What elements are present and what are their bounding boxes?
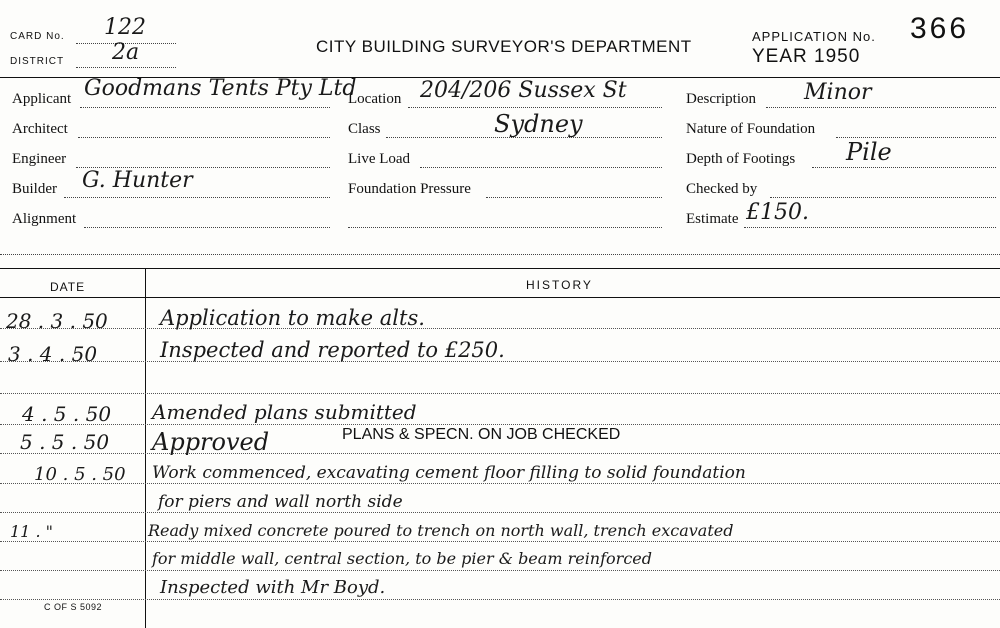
applicant-line: [80, 107, 330, 108]
foundation-pressure-label: Foundation Pressure: [348, 181, 471, 197]
history-date: 5 . 5 . 50: [20, 430, 110, 454]
history-rule-line: [0, 328, 1000, 329]
depth-of-footings-value: Pile: [846, 138, 892, 166]
architect-line: [78, 137, 330, 138]
live-load-line: [420, 167, 662, 168]
live-load-label: Live Load: [348, 151, 411, 167]
alignment-label: Alignment: [12, 211, 77, 227]
department-title: CITY BUILDING SURVEYOR'S DEPARTMENT: [316, 37, 692, 56]
nature-of-foundation-label: Nature of Foundation: [686, 121, 816, 137]
applicant-value: Goodmans Tents Pty Ltd: [84, 76, 357, 101]
foundation-pressure-line: [486, 197, 662, 198]
history-date: 3 . 4 . 50: [8, 342, 98, 366]
form-code: C OF S 5092: [44, 602, 103, 612]
district-line: [76, 67, 176, 68]
description-value: Minor: [804, 80, 872, 105]
history-date: 10 . 5 . 50: [34, 464, 126, 485]
plans-checked-stamp: PLANS & SPECN. ON JOB CHECKED: [342, 426, 621, 443]
card-no-value: 122: [104, 15, 146, 40]
year-label: YEAR 1950: [752, 46, 861, 67]
history-text: Work commenced, excavating cement floor filling to solid foundation: [152, 463, 746, 483]
location-value: 204/206 Sussex St: [420, 78, 627, 103]
history-date: 11 . ": [10, 522, 53, 541]
location-line: [408, 107, 662, 108]
history-rule-line: [0, 483, 1000, 484]
builder-value: G. Hunter: [82, 168, 193, 193]
alignment-line: [84, 227, 330, 228]
architect-label: Architect: [12, 121, 68, 137]
history-text: Inspected with Mr Boyd.: [160, 577, 386, 598]
history-rule-line: [0, 599, 1000, 600]
class-label: Class: [348, 121, 381, 137]
class-value: Sydney: [494, 110, 583, 138]
fields-bottom-line: [0, 254, 1000, 255]
history-top-rule: [0, 268, 1000, 269]
history-text: Ready mixed concrete poured to trench on north wall, trench excavated: [148, 521, 734, 540]
location-label: Location: [348, 91, 402, 107]
estimate-line: [744, 227, 996, 228]
history-rule-line: [0, 453, 1000, 454]
estimate-value: £150.: [746, 200, 809, 225]
history-text: for piers and wall north side: [158, 492, 403, 512]
card-no-label: CARD No.: [10, 31, 65, 42]
history-text: for middle wall, central section, to be pier & beam reinforced: [152, 549, 652, 568]
history-rule-line: [0, 424, 1000, 425]
history-header-rule: [0, 297, 1000, 298]
depth-of-footings-label: Depth of Footings: [686, 151, 796, 167]
history-text: Amended plans submitted: [152, 400, 417, 424]
description-label: Description: [686, 91, 756, 107]
history-text: Approved: [152, 428, 270, 456]
history-rule-line: [0, 512, 1000, 513]
history-text: Application to make alts.: [160, 306, 425, 330]
history-rule-line: [0, 570, 1000, 571]
middle-blank-line: [348, 227, 662, 228]
applicant-label: Applicant: [12, 91, 72, 107]
description-line: [766, 107, 996, 108]
checked-by-label: Checked by: [686, 181, 758, 197]
history-rule-line: [0, 393, 1000, 394]
date-column-divider: [145, 268, 146, 628]
history-date: 4 . 5 . 50: [22, 402, 112, 426]
application-no-label: APPLICATION No.: [752, 29, 876, 44]
history-rule-line: [0, 541, 1000, 542]
estimate-label: Estimate: [686, 211, 739, 227]
builder-label: Builder: [12, 181, 57, 197]
district-label: DISTRICT: [10, 56, 65, 67]
history-header: HISTORY: [526, 278, 593, 292]
date-header: DATE: [50, 280, 86, 294]
depth-of-footings-line: [812, 167, 996, 168]
history-text: Inspected and reported to £250.: [160, 338, 505, 362]
application-no-value: 366: [910, 12, 970, 45]
checked-by-line: [770, 197, 996, 198]
district-value: 2a: [112, 40, 140, 65]
builder-line: [64, 197, 330, 198]
engineer-label: Engineer: [12, 151, 67, 167]
history-date: 28 . 3 . 50: [6, 309, 108, 333]
